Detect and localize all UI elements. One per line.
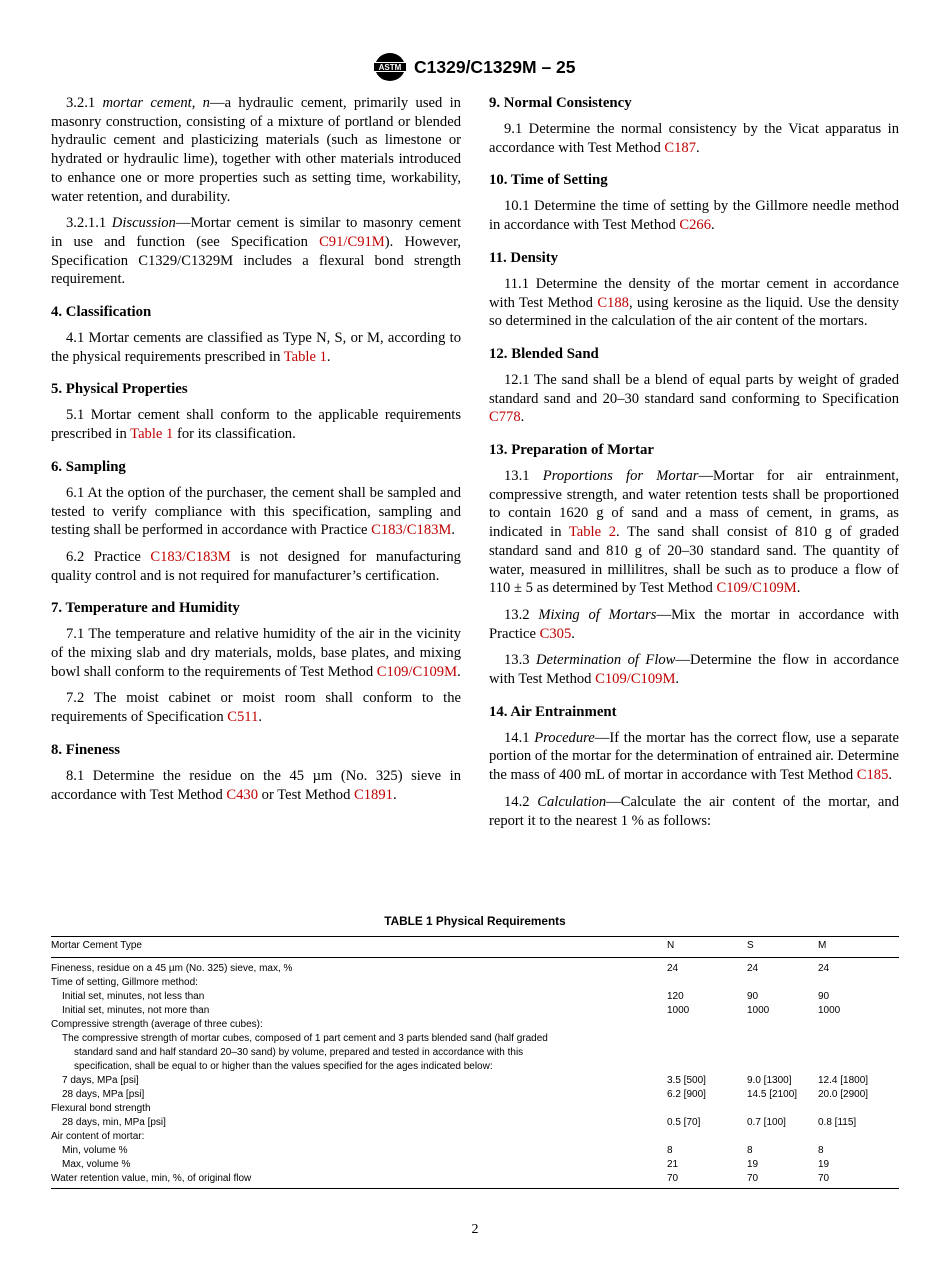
value-type-n	[667, 1046, 747, 1060]
section-heading-4: 4. Classification	[51, 304, 152, 321]
value-type-n: 8	[667, 1145, 673, 1156]
physical-requirements-table	[51, 936, 899, 1189]
row-label: Time of setting, Gillmore method:	[51, 977, 198, 988]
row-label: standard sand and half standard 20–30 sand) by volume, prepared and tested in accordance with this	[74, 1047, 524, 1058]
value-type-s: 19	[747, 1159, 759, 1170]
row-label: Min, volume %	[62, 1145, 128, 1156]
table-row	[51, 990, 899, 1004]
paragraph-13-1: 13.1 Proportions for Mortar—Mortar for air entrainment, compressive strength, and water retention tests shall be proportioned to contain 1620 g of sand and a mass of cement, in grams, as indicated in Table 2. The sand shall consist of 810 g of graded standard sand and 810 g of 20–30 standard sand. The quantity of water, measured in millilitres, shall be such as to produce a flow of 110 ± 5 as determined by Test Method C109/C109M.	[489, 468, 899, 597]
value-type-s	[747, 1018, 818, 1032]
link-table-1[interactable]: Table 1	[130, 426, 174, 443]
value-type-s	[747, 1046, 818, 1060]
value-type-n	[667, 1060, 747, 1074]
value-type-m: 0.8 [115]	[818, 1117, 857, 1128]
row-label: Water retention value, min, %, of original flow	[51, 1172, 667, 1189]
value-type-m	[818, 1032, 899, 1046]
row-label: Air content of mortar:	[51, 1131, 145, 1142]
link-c778[interactable]: C778	[489, 409, 521, 426]
row-label: 7 days, MPa [psi]	[62, 1075, 139, 1086]
row-label: Initial set, minutes, not less than	[62, 991, 205, 1002]
table-row	[51, 1144, 899, 1158]
value-type-m: 1000	[818, 1005, 841, 1016]
column-header-s: S	[747, 937, 818, 958]
link-c109[interactable]: C109/C109M	[376, 663, 458, 680]
link-c305[interactable]: C305	[539, 625, 572, 642]
value-type-s: 14.5 [2100]	[747, 1089, 798, 1100]
value-type-s	[747, 1130, 818, 1144]
table-row	[51, 1018, 899, 1032]
link-c430[interactable]: C430	[226, 786, 259, 803]
section-heading-12: 12. Blended Sand	[489, 345, 599, 362]
value-type-m	[818, 1018, 899, 1032]
value-type-m	[818, 1046, 899, 1060]
table-row	[51, 1130, 899, 1144]
link-c183[interactable]: C183/C183M	[150, 548, 231, 565]
paragraph-11-1: 11.1 Determine the density of the mortar cement in accordance with Test Method C188, using kerosine as the liquid. Use the density so determined in the calculation of the air content of the mortars.	[489, 275, 899, 330]
row-label: Max, volume %	[62, 1159, 131, 1170]
link-c266[interactable]: C266	[679, 217, 712, 234]
row-label: 28 days, min, MPa [psi]	[62, 1117, 166, 1128]
astm-logo-icon	[372, 52, 408, 82]
link-c185[interactable]: C185	[856, 767, 889, 784]
value-type-m: 24	[818, 963, 830, 974]
link-table-2[interactable]: Table 2	[568, 524, 617, 541]
value-type-n: 21	[667, 1159, 679, 1170]
paragraph-12-1: 12.1 The sand shall be a blend of equal parts by weight of graded standard sand and 20–30 standard sand conforming to Specification C778.	[489, 371, 899, 426]
paragraph-8-1: 8.1 Determine the residue on the 45 µm (No. 325) sieve in accordance with Test Method C430 or Test Method C1891.	[51, 767, 461, 803]
value-type-s: 8	[747, 1145, 753, 1156]
paragraph-14-2: 14.2 Calculation—Calculate the air content of the mortar, and report it to the nearest 1 % as follows:	[489, 793, 899, 829]
value-type-n: 1000	[667, 1005, 690, 1016]
value-type-n: 0.5 [70]	[667, 1117, 701, 1128]
value-type-m: 19	[818, 1159, 830, 1170]
section-heading-5: 5. Physical Properties	[51, 381, 188, 398]
paragraph-10-1: 10.1 Determine the time of setting by the Gillmore needle method in accordance with Test Method C266.	[489, 198, 899, 234]
section-heading-13: 13. Preparation of Mortar	[489, 442, 654, 459]
paragraph-4-1: 4.1 Mortar cements are classified as Type N, S, or M, according to the physical requirements prescribed in Table 1.	[51, 330, 461, 365]
table-row	[51, 1074, 899, 1088]
paragraph-14-1: 14.1 Procedure—If the mortar has the correct flow, use a separate portion of the mortar for the determination of entrained air. Determine the mass of 400 mL of mortar in accordance with Test Method C185.	[489, 729, 899, 784]
value-type-n: 3.5 [500]	[667, 1075, 706, 1086]
paragraph-5-1: 5.1 Mortar cement shall conform to the applicable requirements prescribed in Table 1 for its classification.	[51, 407, 461, 443]
paragraph-7-1: 7.1 The temperature and relative humidity of the air in the vicinity of the mixing slab and dry materials, molds, base plates, and mixing bowl shall conform to the requirements of Test Method C109/C109M.	[51, 626, 461, 680]
paragraph-3-2-1: 3.2.1 mortar cement, n—a hydraulic cement, primarily used in masonry construction, consisting of a mixture of portland or blended hydraulic cement and plasticizing materials (such as limestone or hydrated or hydraulic lime), together with other materials introduced to enhance one or more properties such as setting time, workability, water retention, and durability.	[51, 95, 461, 205]
link-c91[interactable]: C91/C91M	[319, 233, 385, 250]
paragraph-7-2: 7.2 The moist cabinet or moist room shall conform to the requirements of Specification C511.	[51, 690, 461, 726]
link-c183[interactable]: C183/C183M	[371, 522, 452, 539]
table-row	[51, 1004, 899, 1018]
row-label: Fineness, residue on a 45 µm (No. 325) sieve, max, %	[51, 963, 293, 974]
table-row	[51, 1158, 899, 1172]
table-row	[51, 958, 899, 977]
value-type-n	[667, 1032, 747, 1046]
row-label: The compressive strength of mortar cubes, composed of 1 part cement and 3 parts blended sand (half graded	[62, 1033, 548, 1044]
value-type-s: 90	[747, 991, 759, 1002]
section-heading-9: 9. Normal Consistency	[489, 95, 632, 111]
value-type-n: 70	[667, 1172, 747, 1189]
value-type-s: 70	[747, 1172, 818, 1189]
table-row	[51, 1116, 899, 1130]
link-c109[interactable]: C109/C109M	[595, 671, 676, 688]
paragraph-6-2: 6.2 Practice C183/C183M is not designed for manufacturing quality control and is not required for manufacturer’s certification.	[51, 548, 461, 584]
section-heading-10: 10. Time of Setting	[489, 172, 608, 189]
table-title: TABLE 1 Physical Requirements	[384, 914, 566, 928]
table-row	[51, 1046, 899, 1060]
value-type-n: 120	[667, 991, 684, 1002]
row-label: Compressive strength (average of three cubes):	[51, 1019, 263, 1030]
value-type-n	[667, 976, 747, 990]
row-label: Flexural bond strength	[51, 1103, 151, 1114]
paragraph-9-1: 9.1 Determine the normal consistency by the Vicat apparatus in accordance with Test Method C187.	[489, 121, 899, 156]
value-type-s: 1000	[747, 1005, 770, 1016]
value-type-m	[818, 1060, 899, 1074]
document-designation: C1329/C1329M – 25	[414, 57, 576, 77]
column-header-n: N	[667, 937, 747, 958]
value-type-m: 8	[818, 1145, 824, 1156]
link-c188[interactable]: C188	[597, 294, 629, 311]
section-heading-14: 14. Air Entrainment	[489, 703, 617, 720]
column-header-type: Mortar Cement Type	[51, 937, 667, 958]
section-heading-8: 8. Fineness	[51, 741, 121, 758]
value-type-n: 24	[667, 963, 679, 974]
value-type-s: 9.0 [1300]	[747, 1075, 792, 1086]
paragraph-13-2: 13.2 Mixing of Mortars—Mix the mortar in accordance with Practice C305.	[489, 606, 899, 642]
value-type-n	[667, 1018, 747, 1032]
value-type-s: 24	[747, 963, 759, 974]
value-type-s	[747, 1102, 818, 1116]
value-type-s	[747, 1060, 818, 1074]
section-heading-7: 7. Temperature and Humidity	[51, 600, 240, 617]
page-header	[0, 52, 950, 86]
value-type-s: 0.7 [100]	[747, 1117, 786, 1128]
table-row	[51, 1172, 899, 1189]
table-row	[51, 976, 899, 990]
row-label: 28 days, MPa [psi]	[62, 1089, 145, 1100]
value-type-s	[747, 1032, 818, 1046]
svg-text:ASTM: ASTM	[378, 63, 402, 72]
table-row	[51, 1032, 899, 1046]
table-1	[51, 914, 899, 1189]
link-table-1[interactable]: Table 1	[283, 348, 327, 365]
section-heading-11: 11. Density	[489, 249, 559, 266]
value-type-m	[818, 976, 899, 990]
paragraph-3-2-1-1: 3.2.1.1 Discussion—Mortar cement is similar to masonry cement in use and function (see Specification C91/C91M). However, Specification C1329/C1329M includes a flexural bond strength requirement.	[51, 215, 462, 288]
link-c1891[interactable]: C1891	[354, 786, 393, 803]
value-type-m: 90	[818, 991, 830, 1002]
value-type-m	[818, 1102, 899, 1116]
right-column	[489, 94, 899, 838]
paragraph-6-1: 6.1 At the option of the purchaser, the cement shall be sampled and tested to verify compliance with this specification, sampling and testing shall be performed in accordance with Practice C183/C183M.	[51, 484, 461, 539]
value-type-s	[747, 976, 818, 990]
value-type-m: 20.0 [2900]	[818, 1089, 869, 1100]
table-header-row	[51, 937, 899, 958]
left-column	[51, 94, 461, 812]
value-type-n	[667, 1130, 747, 1144]
paragraph-13-3: 13.3 Determination of Flow—Determine the flow in accordance with Test Method C109/C109M.	[489, 652, 899, 688]
table-body	[51, 958, 899, 1189]
column-header-m: M	[818, 937, 899, 958]
link-c511[interactable]: C511	[227, 709, 259, 726]
page-number: 2	[471, 1222, 479, 1237]
value-type-n	[667, 1102, 747, 1116]
value-type-m	[818, 1130, 899, 1144]
value-type-n: 6.2 [900]	[667, 1089, 706, 1100]
link-c187[interactable]: C187	[664, 139, 697, 156]
table-row	[51, 1060, 899, 1074]
value-type-m: 70	[818, 1172, 899, 1189]
row-label: specification, shall be equal to or higher than the values specified for the ages indicated below:	[74, 1061, 493, 1072]
link-c109[interactable]: C109/C109M	[716, 580, 797, 597]
table-row	[51, 1102, 899, 1116]
row-label: Initial set, minutes, not more than	[62, 1005, 210, 1016]
table-row	[51, 1088, 899, 1102]
section-heading-6: 6. Sampling	[51, 458, 126, 475]
value-type-m: 12.4 [1800]	[818, 1075, 869, 1086]
